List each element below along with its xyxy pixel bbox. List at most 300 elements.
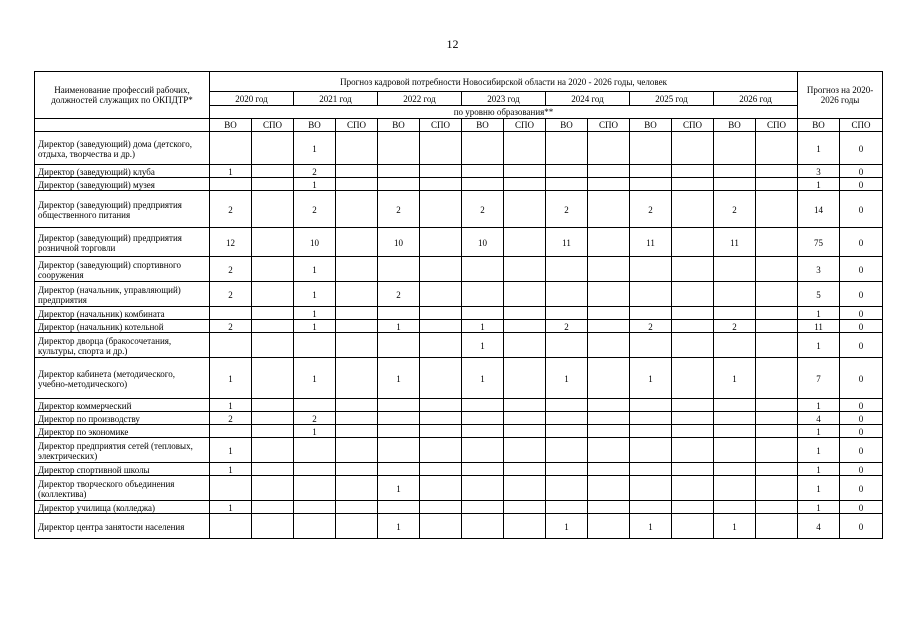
header-vo-cell: ВО [462,119,504,132]
total-vo-value: 3 [798,257,840,282]
year-spo-value [756,320,798,333]
year-spo-value [588,178,630,191]
total-spo-value: 0 [840,333,883,358]
table-row [35,333,883,358]
year-vo-value [630,501,672,514]
year-spo-value [252,333,294,358]
year-spo-value [756,425,798,438]
year-vo-value: 2 [462,191,504,228]
year-spo-value [672,501,714,514]
total-vo-value: 1 [798,425,840,438]
year-vo-value [210,476,252,501]
year-vo-value: 1 [210,438,252,463]
year-vo-value: 1 [210,399,252,412]
year-vo-value [546,307,588,320]
year-vo-value: 1 [630,514,672,539]
year-vo-value: 1 [462,320,504,333]
header-year-2026: 2026 год [714,92,798,106]
year-spo-value [672,399,714,412]
year-vo-value [630,438,672,463]
total-vo-value: 14 [798,191,840,228]
year-spo-value [336,501,378,514]
year-spo-value [252,501,294,514]
year-vo-value [294,476,336,501]
year-vo-value [630,425,672,438]
year-spo-value [252,320,294,333]
year-spo-value [420,282,462,307]
year-vo-value [630,178,672,191]
year-vo-value: 2 [378,191,420,228]
header-vo-cell: ВО [378,119,420,132]
year-spo-value [756,476,798,501]
year-spo-value [420,358,462,399]
year-vo-value [462,463,504,476]
year-spo-value [504,399,546,412]
year-spo-value [336,399,378,412]
year-spo-value [420,165,462,178]
year-vo-value [714,476,756,501]
year-vo-value: 1 [294,320,336,333]
year-vo-value [294,463,336,476]
profession-name: Директор (заведующий) музея [35,178,210,191]
year-spo-value [504,132,546,165]
year-vo-value [378,412,420,425]
year-spo-value [672,333,714,358]
table-row [35,425,883,438]
year-vo-value [378,501,420,514]
year-spo-value [504,178,546,191]
year-vo-value: 1 [294,132,336,165]
year-vo-value [546,178,588,191]
table-row [35,399,883,412]
year-vo-value [630,132,672,165]
year-spo-value [504,320,546,333]
header-blank-cell [35,119,210,132]
year-vo-value: 1 [294,307,336,320]
year-spo-value [672,438,714,463]
year-vo-value [378,132,420,165]
total-spo-value: 0 [840,191,883,228]
year-vo-value [714,438,756,463]
year-spo-value [672,320,714,333]
year-spo-value [420,228,462,257]
total-spo-value: 0 [840,358,883,399]
year-vo-value [378,307,420,320]
year-vo-value: 2 [294,412,336,425]
year-spo-value [336,425,378,438]
year-vo-value: 10 [378,228,420,257]
year-vo-value [714,307,756,320]
year-spo-value [756,501,798,514]
year-vo-value [462,282,504,307]
profession-name: Директор (заведующий) предприятия общественного питания [35,191,210,228]
total-spo-value: 0 [840,476,883,501]
header-year-2020: 2020 год [210,92,294,106]
header-year-2024: 2024 год [546,92,630,106]
year-spo-value [756,358,798,399]
profession-name: Директор по производству [35,412,210,425]
year-spo-value [420,178,462,191]
header-spo-cell: СПО [504,119,546,132]
year-vo-value [630,476,672,501]
header-forecast-title: Прогноз кадровой потребности Новосибирской области на 2020 - 2026 годы, человек [210,72,798,92]
table-row [35,228,883,257]
total-spo-value: 0 [840,132,883,165]
year-spo-value [252,358,294,399]
year-vo-value [294,438,336,463]
year-vo-value: 11 [546,228,588,257]
year-spo-value [336,438,378,463]
year-spo-value [756,282,798,307]
year-spo-value [672,178,714,191]
year-vo-value: 1 [714,514,756,539]
total-spo-value: 0 [840,463,883,476]
year-spo-value [336,257,378,282]
year-vo-value [294,501,336,514]
year-spo-value [252,463,294,476]
year-vo-value [294,333,336,358]
total-spo-value: 0 [840,178,883,191]
year-spo-value [504,191,546,228]
year-spo-value [420,514,462,539]
year-spo-value [588,320,630,333]
year-vo-value: 1 [546,358,588,399]
year-spo-value [756,257,798,282]
profession-name: Директор спортивной школы [35,463,210,476]
year-vo-value: 1 [294,425,336,438]
year-vo-value: 1 [378,358,420,399]
year-vo-value [462,307,504,320]
year-spo-value [252,307,294,320]
year-vo-value [546,463,588,476]
year-spo-value [588,425,630,438]
year-spo-value [420,476,462,501]
total-vo-value: 11 [798,320,840,333]
year-spo-value [336,228,378,257]
total-spo-value: 0 [840,425,883,438]
year-vo-value: 1 [630,358,672,399]
year-spo-value [420,307,462,320]
year-spo-value [756,412,798,425]
profession-name: Директор училища (колледжа) [35,501,210,514]
header-vo-cell: ВО [294,119,336,132]
header-year-2023: 2023 год [462,92,546,106]
profession-name: Директор (начальник, управляющий) предприятия [35,282,210,307]
year-vo-value [630,282,672,307]
year-vo-value [462,425,504,438]
year-spo-value [756,165,798,178]
year-vo-value: 1 [210,501,252,514]
total-spo-value: 0 [840,514,883,539]
year-spo-value [672,358,714,399]
year-vo-value: 1 [210,463,252,476]
year-spo-value [420,412,462,425]
year-spo-value [756,132,798,165]
year-spo-value [252,282,294,307]
year-spo-value [336,358,378,399]
year-vo-value [546,501,588,514]
year-vo-value: 1 [378,476,420,501]
year-vo-value [294,399,336,412]
total-vo-value: 4 [798,514,840,539]
year-spo-value [252,399,294,412]
year-vo-value [378,333,420,358]
year-vo-value [462,501,504,514]
year-spo-value [672,257,714,282]
year-spo-value [672,425,714,438]
year-spo-value [756,463,798,476]
year-vo-value: 10 [294,228,336,257]
year-spo-value [504,358,546,399]
year-vo-value [546,165,588,178]
year-vo-value: 1 [378,514,420,539]
year-spo-value [504,514,546,539]
profession-name: Директор дворца (бракосочетания, культуры, спорта и др.) [35,333,210,358]
year-spo-value [504,228,546,257]
year-vo-value [462,399,504,412]
table-row [35,463,883,476]
total-vo-value: 3 [798,165,840,178]
year-spo-value [504,307,546,320]
year-vo-value [714,132,756,165]
year-vo-value: 2 [210,257,252,282]
year-vo-value [630,165,672,178]
total-vo-value: 1 [798,399,840,412]
year-spo-value [588,165,630,178]
year-vo-value [210,132,252,165]
total-vo-value: 75 [798,228,840,257]
header-name-column: Наименование профессий рабочих, должностей служащих по ОКПДТР* [35,72,210,119]
page-number: 12 [446,37,459,51]
header-spo-cell: СПО [588,119,630,132]
year-vo-value: 2 [714,320,756,333]
table-body [35,132,883,539]
header-spo-cell: СПО [840,119,883,132]
year-vo-value [462,412,504,425]
header-spo-cell: СПО [252,119,294,132]
year-vo-value [210,333,252,358]
year-spo-value [336,191,378,228]
year-spo-value [756,438,798,463]
year-spo-value [420,320,462,333]
year-vo-value [378,438,420,463]
year-spo-value [252,476,294,501]
year-vo-value [462,178,504,191]
year-vo-value [210,178,252,191]
total-spo-value: 0 [840,165,883,178]
profession-name: Директор (начальник) комбината [35,307,210,320]
total-vo-value: 1 [798,476,840,501]
year-spo-value [336,132,378,165]
year-vo-value [714,333,756,358]
total-vo-value: 7 [798,358,840,399]
header-vo-cell: ВО [630,119,672,132]
total-vo-value: 1 [798,132,840,165]
year-spo-value [336,463,378,476]
forecast-table [34,71,883,539]
header-total-column: Прогноз на 2020-2026 годы [798,72,883,119]
year-vo-value [546,412,588,425]
header-spo-cell: СПО [756,119,798,132]
total-spo-value: 0 [840,412,883,425]
year-spo-value [336,514,378,539]
total-spo-value: 0 [840,501,883,514]
year-vo-value: 2 [294,191,336,228]
year-vo-value [714,282,756,307]
year-spo-value [420,438,462,463]
header-year-2022: 2022 год [378,92,462,106]
total-vo-value: 1 [798,463,840,476]
year-vo-value [546,425,588,438]
year-vo-value [714,165,756,178]
year-vo-value [378,178,420,191]
header-vo-cell: ВО [714,119,756,132]
year-spo-value [252,257,294,282]
year-vo-value: 1 [294,358,336,399]
year-vo-value [546,476,588,501]
header-spo-cell: СПО [420,119,462,132]
header-vo-cell: ВО [798,119,840,132]
year-vo-value: 2 [210,320,252,333]
year-vo-value [210,514,252,539]
year-spo-value [672,514,714,539]
year-spo-value [252,425,294,438]
profession-name: Директор (заведующий) дома (детского, отдыха, творчества и др.) [35,132,210,165]
year-vo-value [630,333,672,358]
year-spo-value [420,399,462,412]
year-spo-value [588,333,630,358]
header-level-row [35,119,883,132]
table-row [35,412,883,425]
year-spo-value [420,257,462,282]
table-row [35,191,883,228]
year-vo-value [546,438,588,463]
year-spo-value [588,358,630,399]
year-spo-value [588,463,630,476]
total-spo-value: 0 [840,399,883,412]
year-spo-value [504,412,546,425]
year-vo-value [462,514,504,539]
profession-name: Директор (начальник) котельной [35,320,210,333]
table-header [35,72,883,132]
year-vo-value [462,476,504,501]
year-spo-value [756,514,798,539]
year-spo-value [420,132,462,165]
year-spo-value [672,132,714,165]
year-vo-value [630,399,672,412]
total-vo-value: 5 [798,282,840,307]
header-year-2021: 2021 год [294,92,378,106]
year-vo-value: 1 [210,165,252,178]
header-vo-cell: ВО [546,119,588,132]
year-vo-value: 12 [210,228,252,257]
year-vo-value: 11 [630,228,672,257]
year-spo-value [672,463,714,476]
year-spo-value [672,307,714,320]
year-vo-value: 1 [462,358,504,399]
total-vo-value: 4 [798,412,840,425]
year-vo-value [546,282,588,307]
year-spo-value [336,412,378,425]
year-vo-value: 1 [714,358,756,399]
year-vo-value [714,257,756,282]
year-spo-value [420,463,462,476]
year-vo-value [546,333,588,358]
year-spo-value [420,191,462,228]
year-vo-value: 2 [378,282,420,307]
year-spo-value [252,412,294,425]
year-vo-value: 2 [546,320,588,333]
year-spo-value [588,307,630,320]
year-vo-value: 1 [378,320,420,333]
year-vo-value [714,399,756,412]
year-vo-value [630,463,672,476]
table-row [35,257,883,282]
profession-name: Директор коммерческий [35,399,210,412]
year-vo-value: 2 [210,412,252,425]
year-vo-value: 2 [210,191,252,228]
year-spo-value [588,132,630,165]
table-row [35,178,883,191]
year-spo-value [672,165,714,178]
year-vo-value [378,463,420,476]
year-spo-value [252,165,294,178]
total-spo-value: 0 [840,282,883,307]
year-vo-value: 2 [546,191,588,228]
year-vo-value [210,307,252,320]
year-spo-value [336,282,378,307]
table-row [35,501,883,514]
year-spo-value [756,333,798,358]
year-spo-value [588,399,630,412]
year-spo-value [504,425,546,438]
year-vo-value: 1 [210,358,252,399]
year-vo-value [378,165,420,178]
year-spo-value [252,191,294,228]
year-vo-value [294,514,336,539]
year-vo-value: 2 [210,282,252,307]
header-spo-cell: СПО [672,119,714,132]
year-vo-value [630,257,672,282]
year-spo-value [756,399,798,412]
year-spo-value [588,501,630,514]
year-vo-value [714,425,756,438]
profession-name: Директор предприятия сетей (тепловых, электрических) [35,438,210,463]
year-vo-value [630,307,672,320]
profession-name: Директор по экономике [35,425,210,438]
year-vo-value [462,438,504,463]
year-vo-value: 1 [294,282,336,307]
total-vo-value: 1 [798,501,840,514]
year-vo-value [378,425,420,438]
header-spo-cell: СПО [336,119,378,132]
table-row [35,438,883,463]
year-spo-value [504,501,546,514]
year-vo-value: 1 [294,257,336,282]
year-spo-value [252,438,294,463]
year-spo-value [420,333,462,358]
year-vo-value [462,257,504,282]
year-spo-value [504,476,546,501]
year-spo-value [588,191,630,228]
header-level-note: по уровню образования** [210,106,798,119]
year-vo-value [546,399,588,412]
table-row [35,476,883,501]
profession-name: Директор (заведующий) клуба [35,165,210,178]
year-spo-value [672,412,714,425]
total-vo-value: 1 [798,438,840,463]
year-vo-value [630,412,672,425]
